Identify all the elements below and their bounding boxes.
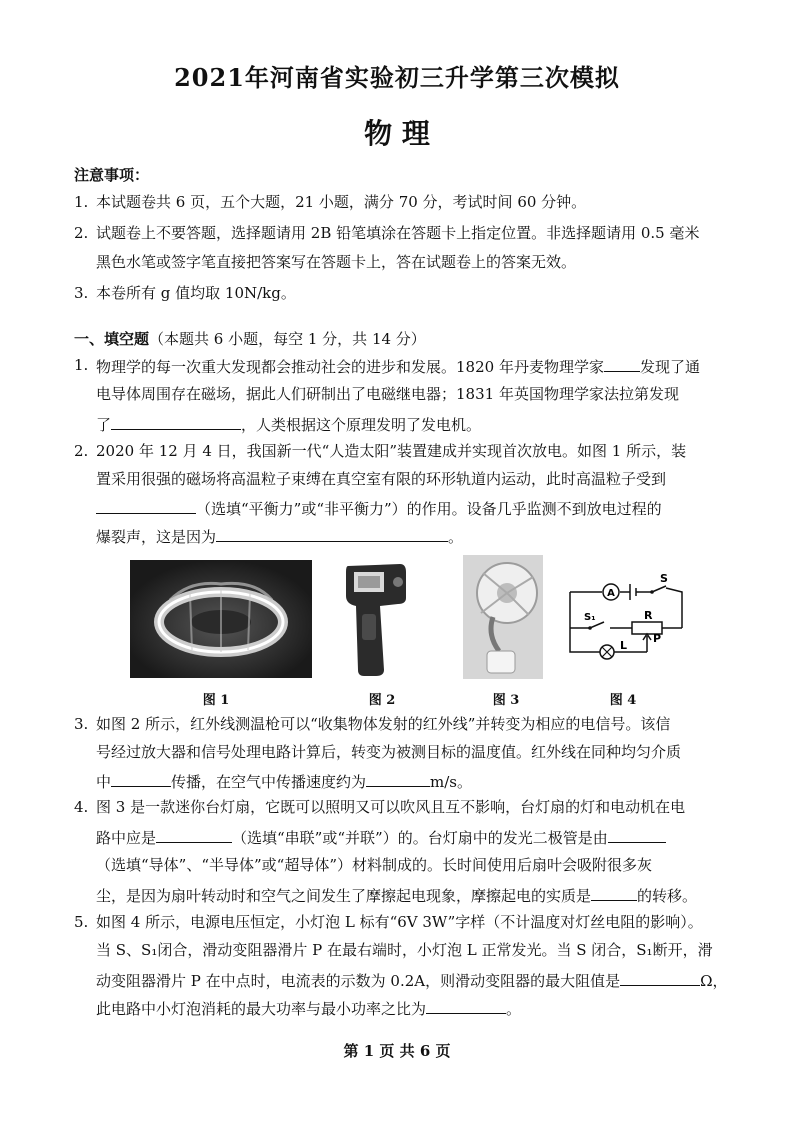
question-2-line-1: 2020 年 12 月 4 日，我国新一代“人造太阳”装置建成并实现首次放电。如图 1 所示，装 xyxy=(96,442,687,460)
notice-number: 2. xyxy=(74,224,89,242)
figure-4-circuit xyxy=(562,570,692,670)
answer-blank xyxy=(156,826,232,843)
question-4-line-3: （选填“导体”、“半导体”或“超导体”）材料制成的。长时间使用后扇叶会吸附很多灰 xyxy=(96,856,653,874)
answer-blank xyxy=(111,770,171,787)
answer-blank xyxy=(604,355,640,372)
question-3-line-2: 号经过放大器和信号处理电路计算后，转变为被测目标的温度值。红外线在同种均匀介质 xyxy=(96,743,682,761)
answer-blank xyxy=(608,826,666,843)
answer-blank xyxy=(111,413,241,430)
figure-2-image xyxy=(340,560,410,680)
notice-number: 1. xyxy=(74,193,89,211)
notice-item-3: 本卷所有 g 值均取 10N/kg。 xyxy=(96,284,296,302)
notice-item-2-line-1: 试题卷上不要答题，选择题请用 2B 铅笔填涂在答题卡上指定位置。非选择题请用 0.5 毫米 xyxy=(96,224,700,242)
question-5-line-1: 如图 4 所示，电源电压恒定，小灯泡 L 标有“6V 3W”字样（不计温度对灯丝电阻的影响）。 xyxy=(96,913,703,931)
question-text: 。 xyxy=(448,528,464,546)
question-text: （选填“平衡力”或“非平衡力”）的作用。设备几乎监测不到放电过程的 xyxy=(196,500,662,518)
question-5-line-2: 当 S、S₁闭合，滑动变阻器滑片 P 在最右端时，小灯泡 L 正常发光。当 S 闭合，S₁断开，滑 xyxy=(96,941,713,959)
question-3-line-3 xyxy=(96,770,472,792)
answer-blank xyxy=(366,770,430,787)
slider-label: P xyxy=(653,632,662,645)
ammeter-label: A xyxy=(607,588,615,599)
section-subtitle: （本题共 6 小题，每空 1 分，共 14 分） xyxy=(149,330,426,348)
lamp-label: L xyxy=(620,639,628,652)
notice-number: 3. xyxy=(74,284,89,302)
question-text: 动变阻器滑片 P 在中点时，电流表的示数为 0.2A，则滑动变阻器的最大阻值是 xyxy=(96,972,621,990)
question-number: 4. xyxy=(74,798,89,816)
page-footer: 第 1 页 共 6 页 xyxy=(343,1042,451,1060)
answer-blank xyxy=(426,997,506,1014)
answer-blank xyxy=(620,969,700,986)
switch-s1-label: S₁ xyxy=(584,612,596,623)
question-number: 1. xyxy=(74,356,89,374)
figure-2-caption: 图 2 xyxy=(368,693,396,708)
question-text: 了 xyxy=(96,416,112,434)
question-number: 3. xyxy=(74,715,89,733)
question-5-line-3 xyxy=(96,969,728,991)
figure-3-caption: 图 3 xyxy=(492,693,520,708)
question-text: 此电路中小灯泡消耗的最大功率与最小功率之比为 xyxy=(96,1000,427,1018)
answer-blank xyxy=(216,525,448,542)
figure-3-image xyxy=(463,555,543,679)
question-text: Ω， xyxy=(700,972,728,990)
question-text: 中 xyxy=(96,773,112,791)
question-5-line-4 xyxy=(96,997,521,1019)
question-3-line-1: 如图 2 所示，红外线测温枪可以“收集物体发射的红外线”并转变为相应的电信号。该信 xyxy=(96,715,671,733)
question-text: 尘，是因为扇叶转动时和空气之间发生了摩擦起电现象，摩擦起电的实质是 xyxy=(96,887,592,905)
question-text: 爆裂声，这是因为 xyxy=(96,528,217,546)
question-text: 路中应是 xyxy=(96,829,157,847)
question-text: 。 xyxy=(506,1000,522,1018)
question-text: 发现了通 xyxy=(639,358,700,376)
question-1-line-3 xyxy=(96,413,481,435)
subject-title: 物 理 xyxy=(364,117,430,150)
question-2-line-3 xyxy=(96,497,662,519)
figure-1-image xyxy=(130,560,312,678)
notice-item-1: 本试题卷共 6 页，五个大题，21 小题，满分 70 分，考试时间 60 分钟。 xyxy=(96,193,587,211)
question-4-line-2 xyxy=(96,826,666,848)
question-text: m/s。 xyxy=(430,773,473,791)
question-4-line-4 xyxy=(96,884,697,906)
question-text: ，人类根据这个原理发明了发电机。 xyxy=(241,416,482,434)
notice-item-2-line-2: 黑色水笔或签字笔直接把答案写在答题卡上，答在试题卷上的答案无效。 xyxy=(96,253,577,271)
exam-title: 2021年河南省实验初三升学第三次模拟 xyxy=(174,63,620,92)
answer-blank xyxy=(591,884,637,901)
notice-heading: 注意事项： xyxy=(74,166,150,184)
question-number: 2. xyxy=(74,442,89,460)
question-1-line-2: 电导体周围存在磁场，据此人们研制出了电磁继电器；1831 年英国物理学家法拉第发现 xyxy=(96,385,679,403)
question-1-line-1 xyxy=(96,355,700,377)
section-title: 一、填空题 xyxy=(74,330,150,348)
question-text: 传播，在空气中传播速度约为 xyxy=(171,773,367,791)
question-text: （选填“串联”或“并联”）的。台灯扇中的发光二极管是由 xyxy=(232,829,608,847)
figure-4-caption: 图 4 xyxy=(609,693,637,708)
answer-blank xyxy=(96,497,196,514)
question-text: 的转移。 xyxy=(637,887,698,905)
question-text: 物理学的每一次重大发现都会推动社会的进步和发展。1820 年丹麦物理学家 xyxy=(96,358,604,376)
question-2-line-4 xyxy=(96,525,463,547)
rheostat-label: R xyxy=(644,609,653,622)
question-number: 5. xyxy=(74,913,89,931)
question-2-line-2: 置采用很强的磁场将高温粒子束缚在真空室有限的环形轨道内运动，此时高温粒子受到 xyxy=(96,470,667,488)
switch-s-label: S xyxy=(660,572,668,585)
question-4-line-1: 图 3 是一款迷你台灯扇，它既可以照明又可以吹风且互不影响，台灯扇的灯和电动机在电 xyxy=(96,798,686,816)
section-heading xyxy=(74,328,426,349)
figure-1-caption: 图 1 xyxy=(202,693,230,708)
